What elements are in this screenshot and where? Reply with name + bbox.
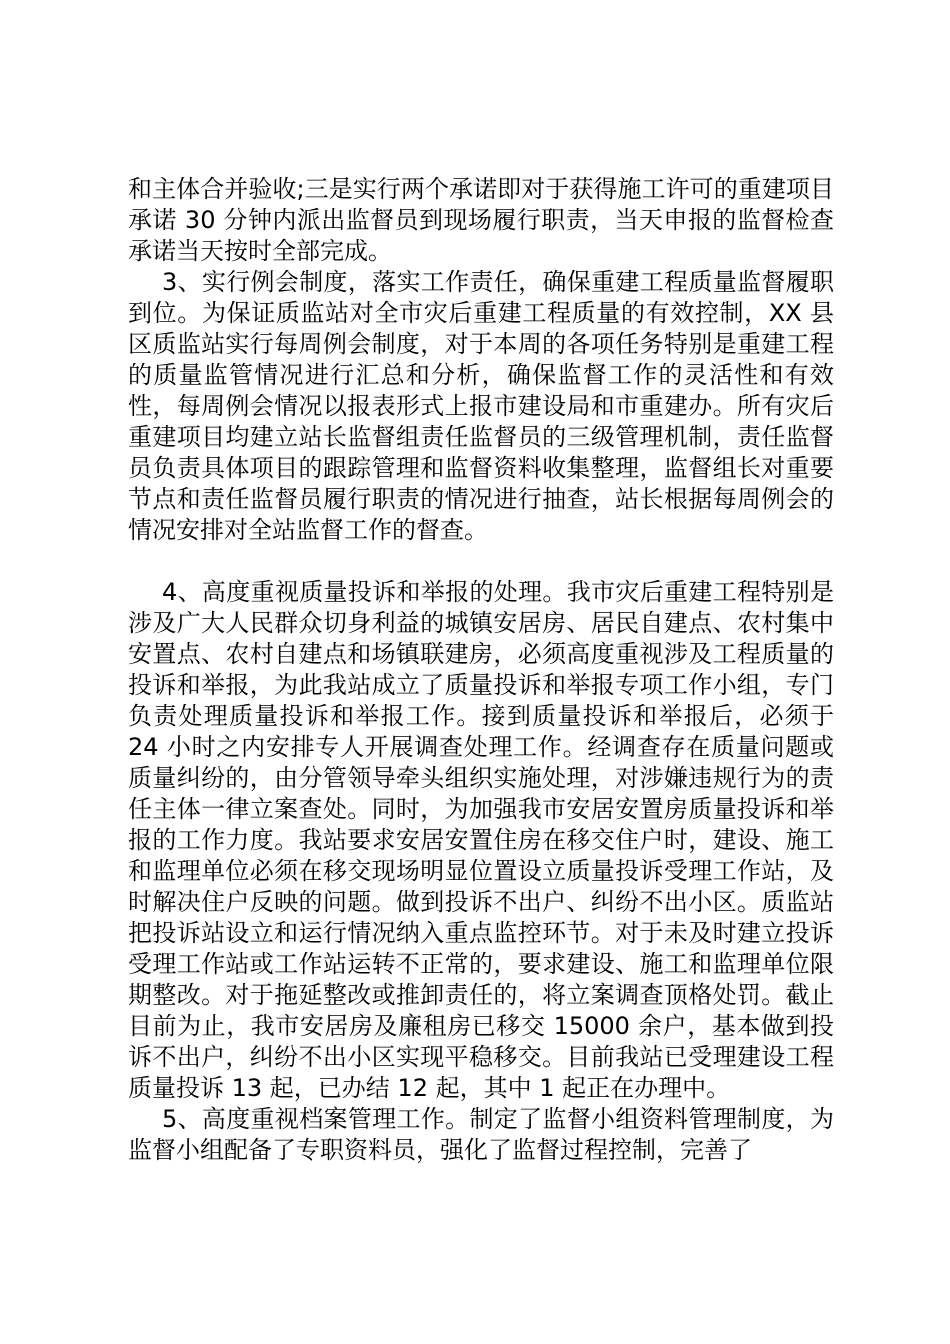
paragraph-archives: 5、高度重视档案管理工作。制定了监督小组资料管理制度，为监督小组配备了专职资料员，强化了监督过程控制，完善了 — [128, 1105, 834, 1164]
paragraph-complaints: 4、高度重视质量投诉和举报的处理。我市灾后重建工程特别是涉及广大人民群众切身利益的城镇安居房、居民自建点、农村集中安置点、农村自建点和场镇联建房，必须高度重视涉及工程质量的投诉和举报，为此我站成立了质量投诉和举报专项工作小组，专门负责处理质量投诉和举报工作。接到质量投诉和举报后，必须于 24 小时之内安排专人开展调查处理工作。经调查存在质量问题或质量纠纷的，由分管领导牵头组织实施处理，对涉嫌违规行为的责任主体一律立案查处。同时，为加强我市安居安置房质量投诉和举报的工作力度。我站要求安居安置住房在移交住户时，建设、施工和监理单位必须在移交现场明显位置设立质量投诉受理工作站，及时解决住户反映的问题。做到投诉不出户、纠纷不出小区。质监站把投诉站设立和运行情况纳入重点监控环节。对于未及时建立投诉受理工作站或工作站运转不正常的，要求建设、施工和监理单位限期整改。对于拖延整改或推卸责任的，将立案调查顶格处罚。截止目前为止，我市安居房及廉租房已移交 15000 余户，基本做到投诉不出户，纠纷不出小区实现平稳移交。目前我站已受理建设工程质量投诉 13 起，已办结 12 起，其中 1 起正在办理中。 — [128, 578, 834, 1102]
paragraph-meeting-system: 3、实行例会制度，落实工作责任，确保重建工程质量监督履职到位。为保证质监站对全市灾后重建工程质量的有效控制，XX 县区质监站实行每周例会制度，对于本周的各项任务特别是重建工程的质量监管情况进行汇总和分析，确保监督工作的灵活性和有效性，每周例会情况以报表形式上报市建设局和市重建办。所有灾后重建项目均建立站长监督组责任监督员的三级管理机制，责任监督员负责具体项目的跟踪管理和监督资料收集整理，监督组长对重要节点和责任监督员履行职责的情况进行抽查，站长根据每周例会的情况安排对全站监督工作的督查。 — [128, 268, 834, 544]
paragraph-continuation: 和主体合并验收;三是实行两个承诺即对于获得施工许可的重建项目承诺 30 分钟内派出监督员到现场履行职责，当天申报的监督检查承诺当天按时全部完成。 — [128, 175, 834, 265]
document-body — [128, 174, 834, 1166]
